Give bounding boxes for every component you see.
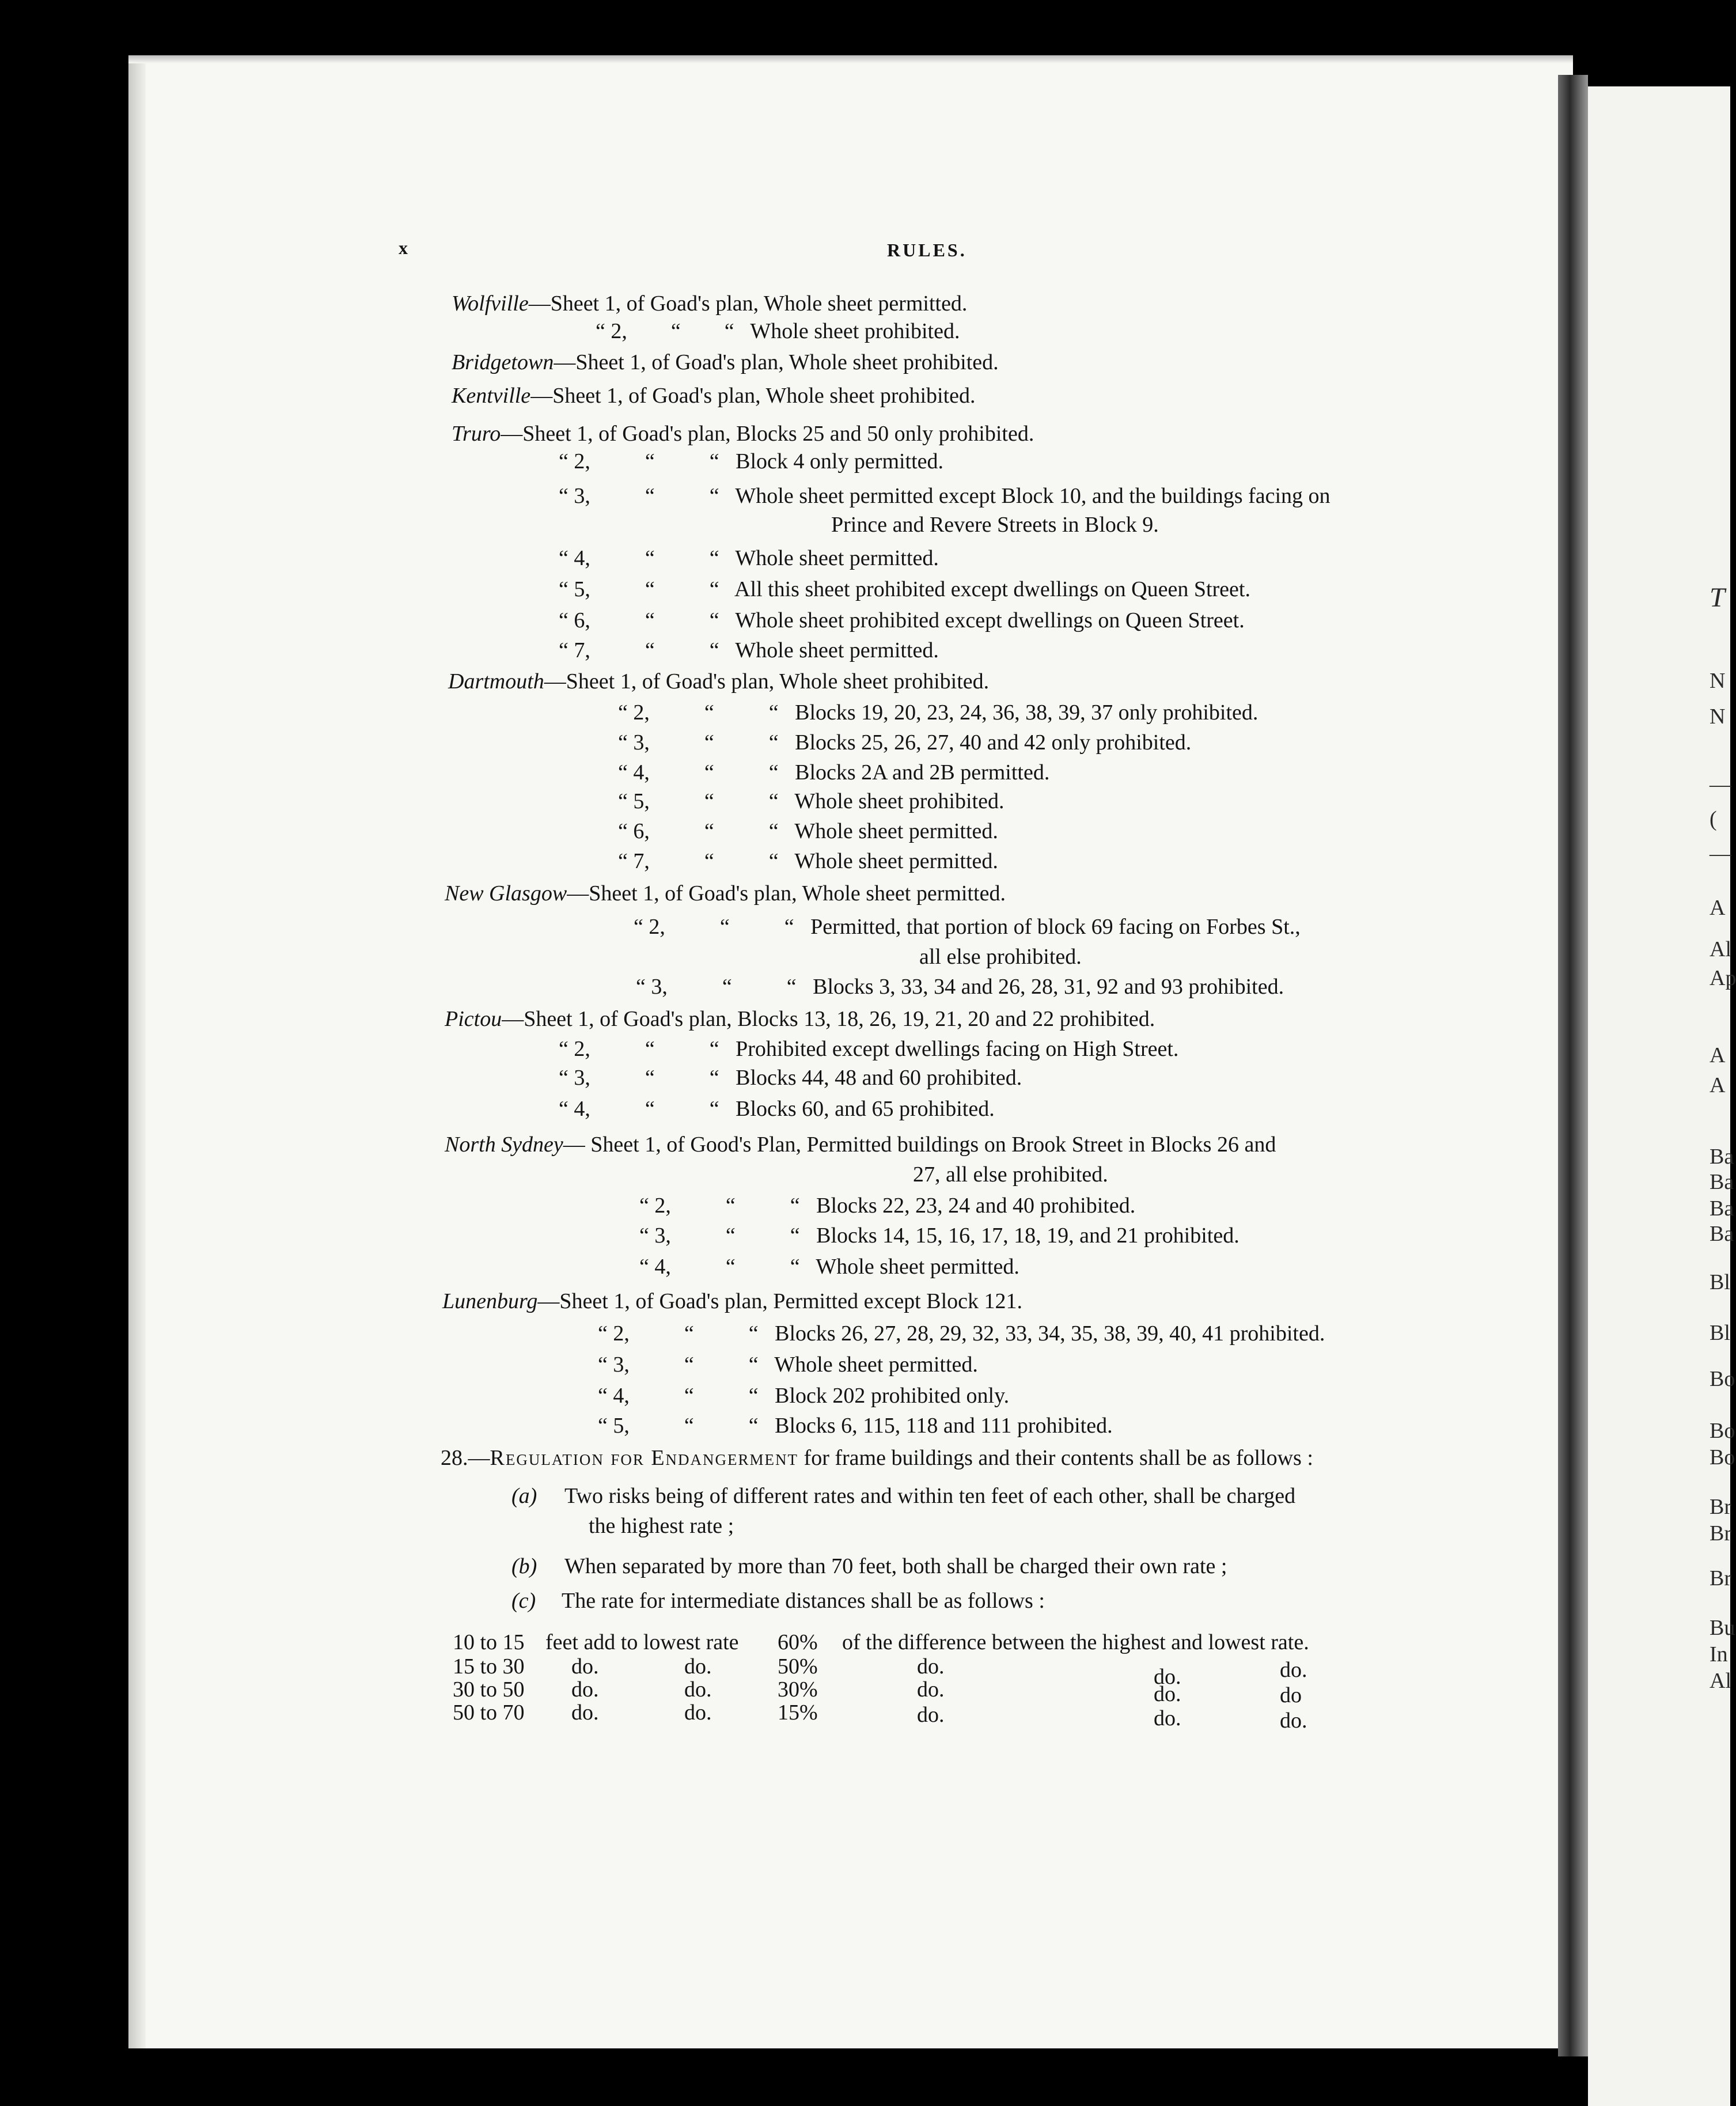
table-cell-percent: 15% [778,1700,818,1725]
table-cell-do: do. [917,1703,945,1727]
clause-c-label: (c) [511,1589,536,1613]
rule-line [559,578,1250,600]
rule-line [618,850,998,872]
rule-line [919,946,1082,968]
rule-line [559,1098,995,1120]
rule-line [452,351,999,373]
rule-line [445,1008,1155,1030]
sheet-rule-text: “ 4, “ “ Blocks 60, and 65 prohibited. [559,1097,995,1121]
sheet-rule-text: “ 4, “ “ Block 202 prohibited only. [598,1384,1010,1408]
table-cell-range: 30 to 50 [453,1677,525,1702]
page-edge-shadow [128,55,146,2048]
facing-page-letter: Bl [1710,1321,1730,1345]
sheet-rule-text: —Sheet 1, of Goad's plan, Blocks 13, 18, 26, 19, 21, 20 and 22 prohibited. [502,1007,1155,1031]
table-cell-text: of the difference between the highest and lowest rate. [842,1630,1309,1654]
rule-line [598,1323,1325,1344]
facing-page-letter: N [1710,704,1726,729]
sheet-rule-text: — Sheet 1, of Good's Plan, Permitted buildings on Brook Street in Blocks 26 and [563,1132,1276,1157]
facing-page-letter: Bu [1710,1616,1735,1640]
town-name: New Glasgow [445,881,567,906]
table-cell-do: do. [684,1677,712,1702]
facing-page-letter: N [1710,669,1726,693]
facing-page-letter: Bo [1710,1367,1735,1391]
facing-page-letter: Br [1710,1495,1731,1519]
rule-line [559,1038,1178,1060]
table-cell-do: do. [571,1677,599,1702]
sheet-rule-text: “ 7, “ “ Whole sheet permitted. [559,638,939,662]
clause-a-text: Two risks being of different rates and within ten feet of each other, shall be charged [564,1484,1296,1508]
rule-line [598,1415,1113,1437]
rule-28-intro [441,1447,1313,1469]
rule-line [559,609,1245,631]
table-cell-do: do. [684,1700,712,1725]
rule-number: 28.— [441,1446,490,1470]
sheet-rule-text: “ 2, “ “ Blocks 26, 27, 28, 29, 32, 33, 34, 35, 38, 39, 40, 41 prohibited. [598,1321,1325,1346]
rule-intro-text: for frame buildings and their contents shall be as follows : [798,1446,1313,1470]
rule-line [598,1354,978,1376]
table-cell-text: feet add to lowest rate [545,1630,739,1654]
table-cell-do: do. [917,1654,945,1679]
rule-line [559,450,943,472]
rule-line [618,702,1258,724]
rule-line [559,639,939,661]
sheet-rule-text: “ 5, “ “ All this sheet prohibited except dwellings on Queen Street. [559,577,1250,601]
page-top-shadow [128,55,1573,63]
rule-line [598,1385,1009,1407]
facing-page-letter: Al [1710,937,1731,961]
table-cell-percent: 50% [778,1654,818,1679]
table-cell-do: do. [1280,1709,1307,1733]
clause-a-text-cont: the highest rate ; [589,1514,734,1538]
rule-line [636,976,1284,998]
book-gutter [1558,75,1588,2056]
table-cell-do: do. [1154,1706,1181,1730]
town-name: Truro [452,422,501,446]
rule-line [618,762,1049,783]
sheet-rule-text: —Sheet 1, of Goad's plan, Whole sheet prohibited. [554,350,999,374]
rule-line [618,732,1191,753]
sheet-rule-text: —Sheet 1, of Goad's plan, Whole sheet prohibited. [544,669,990,694]
facing-page-letter: Br [1710,1566,1731,1590]
facing-page-letter: T [1710,582,1725,613]
clause-c-text: The rate for intermediate distances shall be as follows : [562,1589,1045,1613]
rule-line [831,514,1159,536]
sheet-rule-text: —Sheet 1, of Goad's plan, Whole sheet permitted. [528,291,968,316]
sheet-rule-text: “ 4, “ “ Blocks 2A and 2B permitted. [618,760,1050,785]
town-name: Bridgetown [452,350,554,374]
facing-page-letter: Bo [1710,1419,1735,1443]
facing-page-letter: A [1710,1043,1726,1067]
table-cell-do: do. [1154,1682,1181,1706]
rule-line [445,882,1006,904]
rule-line [442,1290,1022,1312]
rule-line [639,1225,1240,1247]
sheet-rule-text: “ 4, “ “ Whole sheet permitted. [639,1255,1019,1279]
sheet-rule-text: “ 3, “ “ Blocks 14, 15, 16, 17, 18, 19, and 21 prohibited. [639,1224,1240,1248]
facing-page-letter: Ap [1710,966,1736,990]
sheet-rule-text: “ 3, “ “ Blocks 44, 48 and 60 prohibited. [559,1066,1022,1090]
sheet-rule-text: “ 2, “ “ Blocks 22, 23, 24 and 40 prohibited. [639,1194,1136,1218]
sheet-rule-text: —Sheet 1, of Goad's plan, Blocks 25 and 50 only prohibited. [501,422,1034,446]
facing-page [1588,86,1730,2106]
facing-page-letter: A [1710,896,1726,920]
facing-page-letter: Ba [1710,1170,1734,1194]
sheet-rule-text: —Sheet 1, of Goad's plan, Whole sheet permitted. [567,881,1006,906]
sheet-rule-text: “ 2, “ “ Prohibited except dwellings facing on High Street. [559,1037,1179,1061]
sheet-rule-text: “ 3, “ “ Blocks 25, 26, 27, 40 and 42 only prohibited. [618,730,1192,755]
clause-a-label: (a) [511,1484,537,1508]
running-title: RULES. [887,240,967,260]
table-cell-range: 50 to 70 [453,1700,525,1725]
rule-heading: Regulation for Endangerment [490,1446,799,1470]
rule-line [618,790,1004,812]
rule-line [559,485,1331,507]
table-cell-do: do. [1154,1665,1181,1689]
rule-line [448,671,989,692]
table-cell-percent: 60% [778,1630,818,1654]
table-cell-do: do. [1280,1658,1307,1682]
facing-page-letter: A [1710,1073,1726,1097]
table-cell-range: 10 to 15 [453,1630,525,1654]
page-number: x [399,237,410,258]
rule-line [634,916,1301,938]
facing-page-letter: — [1710,842,1731,866]
rule-line [596,320,960,342]
rule-line [559,1067,1022,1089]
facing-page-letter: Bo [1710,1445,1735,1469]
table-cell-do: do. [917,1677,945,1702]
rule-line [452,293,967,315]
sheet-rule-text: —Sheet 1, of Goad's plan, Permitted except Block 121. [537,1289,1023,1313]
sheet-rule-text: Prince and Revere Streets in Block 9. [831,513,1159,537]
town-name: Kentville [452,384,531,408]
sheet-rule-text: 27, all else prohibited. [913,1162,1108,1187]
table-cell-range: 15 to 30 [453,1654,525,1679]
town-name: Lunenburg [442,1289,538,1313]
facing-page-letter: Bl [1710,1270,1730,1294]
sheet-rule-text: “ 2, “ “ Permitted, that portion of block 69 facing on Forbes St., [634,915,1301,939]
rule-line [452,423,1034,445]
facing-page-letter: ( [1710,807,1717,831]
town-name: North Sydney [445,1132,563,1157]
sheet-rule-text: “ 6, “ “ Whole sheet prohibited except dwellings on Queen Street. [559,608,1245,632]
table-cell-do: do [1280,1683,1302,1707]
sheet-rule-text: “ 2, “ “ Block 4 only permitted. [559,449,944,474]
rule-line [639,1195,1135,1217]
town-name: Dartmouth [448,669,544,694]
sheet-rule-text: “ 6, “ “ Whole sheet permitted. [618,819,998,843]
sheet-rule-text: —Sheet 1, of Goad's plan, Whole sheet prohibited. [530,384,976,408]
rule-line [452,385,976,407]
rule-line [618,820,998,842]
rule-line [445,1134,1276,1156]
sheet-rule-text: “ 5, “ “ Whole sheet prohibited. [618,789,1005,813]
table-cell-do: do. [684,1654,712,1679]
town-name: Pictou [445,1007,502,1031]
sheet-rule-text: “ 5, “ “ Blocks 6, 115, 118 and 111 prohibited. [598,1414,1113,1438]
facing-page-letter: In [1710,1642,1728,1666]
sheet-rule-text: all else prohibited. [919,945,1082,969]
sheet-rule-text: “ 2, “ “ Blocks 19, 20, 23, 24, 36, 38, 39, 37 only prohibited. [618,700,1259,725]
table-cell-do: do. [571,1654,599,1679]
sheet-rule-text: “ 3, “ “ Blocks 3, 33, 34 and 26, 28, 31, 92 and 93 prohibited. [636,975,1284,999]
sheet-rule-text: “ 7, “ “ Whole sheet permitted. [618,849,998,873]
facing-page-letter: — [1710,772,1731,797]
clause-b-text: When separated by more than 70 feet, both shall be charged their own rate ; [564,1554,1227,1578]
sheet-rule-text: “ 2, “ “ Whole sheet prohibited. [596,319,960,343]
town-name: Wolfville [452,291,529,316]
rule-line [913,1164,1108,1185]
table-cell-percent: 30% [778,1677,818,1702]
facing-page-letter: Al [1710,1669,1731,1693]
facing-page-letter: Ba [1710,1196,1734,1221]
rule-line [639,1256,1019,1278]
sheet-rule-text: “ 3, “ “ Whole sheet permitted. [598,1353,978,1377]
table-cell-do: do. [571,1700,599,1725]
sheet-rule-text: “ 4, “ “ Whole sheet permitted. [559,546,939,570]
rule-line [559,547,939,569]
facing-page-letter: Br [1710,1521,1731,1546]
sheet-rule-text: “ 3, “ “ Whole sheet permitted except Block 10, and the buildings facing on [559,484,1331,508]
facing-page-letter: Ba [1710,1222,1734,1246]
clause-b-label: (b) [511,1554,537,1578]
facing-page-letter: Ba [1710,1145,1734,1169]
